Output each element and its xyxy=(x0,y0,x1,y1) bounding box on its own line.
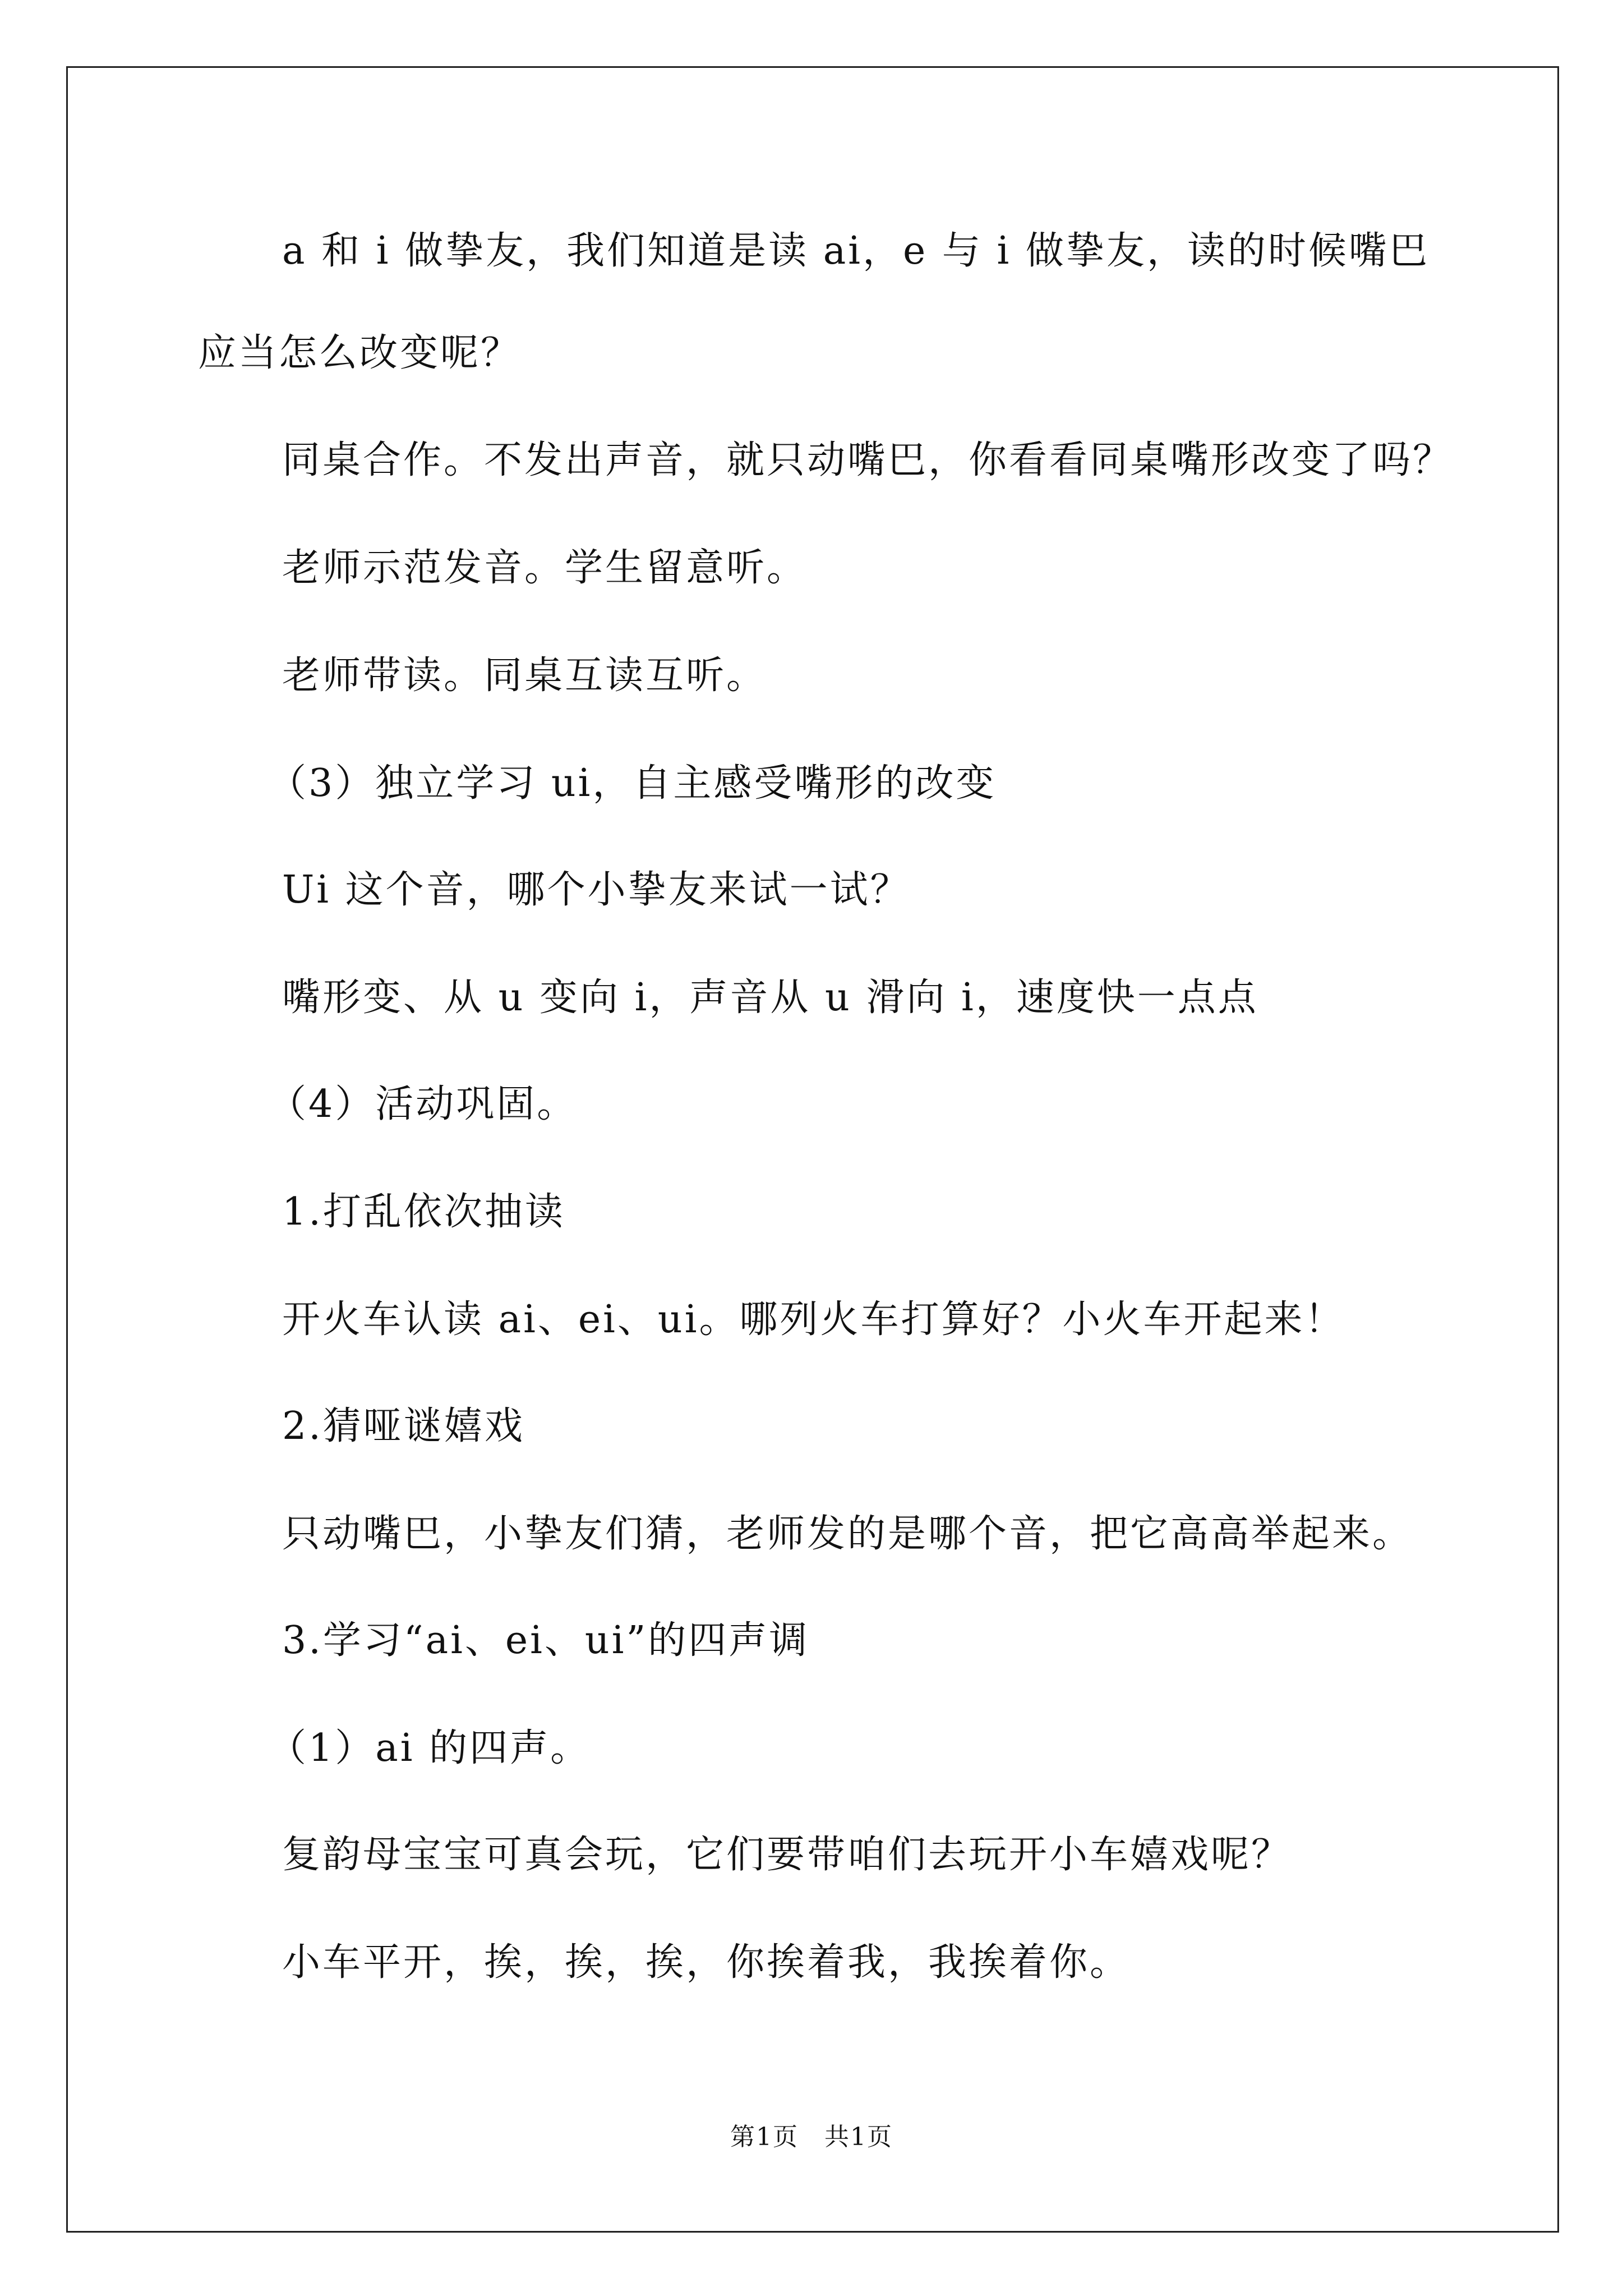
paragraph-line: 嘴形变、从 u 变向 i，声音从 u 滑向 i，速度快一点点 xyxy=(282,976,1258,1020)
page-border xyxy=(66,66,1559,2233)
paragraph-line: 只动嘴巴，小挚友们猜，老师发的是哪个音，把它高高举起来。 xyxy=(282,1512,1413,1556)
paragraph-line: 老师示范发音。学生留意听。 xyxy=(282,546,808,590)
paragraph-line: （1）ai 的四声。 xyxy=(268,1726,591,1770)
paragraph-line: 2.猜哑谜嬉戏 xyxy=(282,1404,525,1448)
paragraph-line: Ui 这个音，哪个小挚友来试一试？ xyxy=(282,868,911,912)
paragraph-line: 同桌合作。不发出声音，就只动嘴巴，你看看同桌嘴形改变了吗？ xyxy=(282,438,1454,482)
paragraph-line: 复韵母宝宝可真会玩，它们要带咱们去玩开小车嬉戏呢？ xyxy=(282,1833,1292,1877)
paragraph-line: a 和 i 做挚友，我们知道是读 ai，e 与 i 做挚友，读的时候嘴巴 xyxy=(282,229,1430,273)
paragraph-line: 开火车认读 ai、ei、ui。哪列火车打算好？小火车开起来！ xyxy=(282,1297,1345,1342)
paragraph-line: 应当怎么改变呢？ xyxy=(198,331,522,375)
paragraph-line: （4）活动巩固。 xyxy=(268,1082,578,1126)
paragraph-line: 3.学习“ai、ei、ui”的四声调 xyxy=(282,1618,810,1663)
paragraph-line: 老师带读。同桌互读互听。 xyxy=(282,654,767,698)
paragraph-line: （3）独立学习 ui，自主感受嘴形的改变 xyxy=(268,761,997,806)
paragraph-line: 1.打乱依次抽读 xyxy=(282,1190,565,1234)
page-footer: 第1页 共1页 xyxy=(730,2123,893,2151)
paragraph-line: 小车平开，挨，挨，挨，你挨着我，我挨着你。 xyxy=(282,1940,1131,1985)
